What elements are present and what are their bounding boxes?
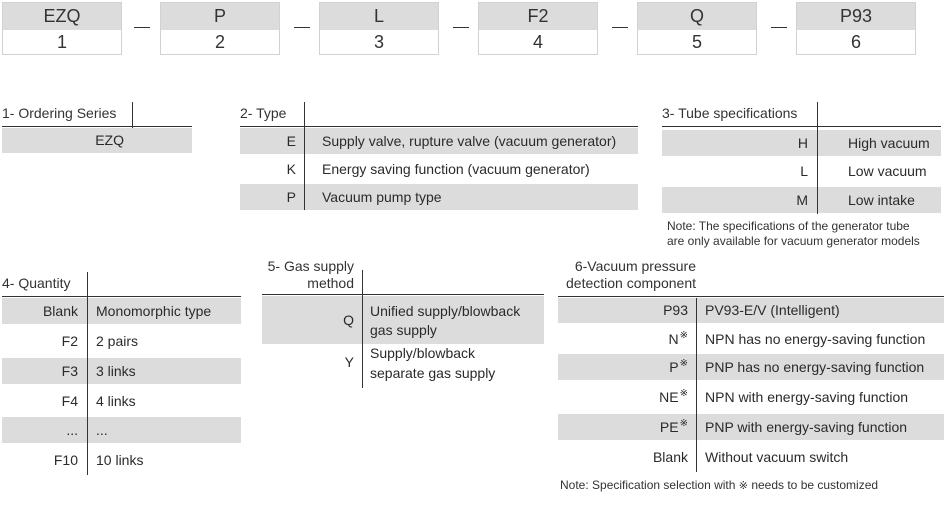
row-code: H: [797, 135, 808, 151]
table-title: detection component: [566, 275, 696, 291]
code-separator: [134, 27, 150, 28]
code-box-3: [319, 2, 439, 55]
code-box-1: [2, 2, 122, 55]
row-code: F10: [53, 452, 78, 468]
row-code: [558, 414, 688, 443]
row-desc: Energy saving function (vacuum generator): [322, 161, 590, 177]
custom-mark-icon: ※: [679, 418, 688, 429]
code-value: EZQ: [3, 3, 121, 30]
quantity-table: [2, 272, 241, 477]
header-rule: [558, 296, 944, 297]
code-value: F2: [479, 3, 597, 30]
column-divider: [304, 102, 305, 210]
row-desc: Without vacuum switch: [705, 449, 849, 465]
row-desc: ...: [96, 422, 108, 438]
row-code: E: [286, 133, 296, 149]
row-desc: PV93-E/V (Intelligent): [705, 302, 840, 318]
code-separator: [294, 27, 310, 28]
note-text: Note: Specification selection with: [560, 478, 739, 492]
header-rule: [662, 126, 941, 127]
row-code-text: PE: [659, 419, 679, 435]
custom-mark-icon: ※: [679, 330, 688, 341]
code-box-5: [637, 2, 757, 55]
code-position: 5: [691, 32, 702, 52]
table-row: [2, 358, 241, 384]
row-desc: Supply/blowback: [370, 345, 476, 361]
header-rule: [262, 294, 544, 295]
note-text: needs to be customized: [747, 478, 879, 492]
code-value: L: [320, 3, 438, 30]
code-value: P93: [797, 3, 915, 30]
row-code: ...: [66, 422, 78, 438]
table-row: [662, 130, 941, 156]
tube-note: Note: The specifications of the generator tube: [667, 219, 910, 233]
column-divider: [87, 272, 88, 475]
table-row: [558, 354, 944, 380]
gas-supply-table: [262, 256, 544, 391]
column-divider: [362, 270, 363, 388]
table-title: 5- Gas supply: [267, 258, 354, 274]
row-code: [558, 298, 688, 323]
row-code: EZQ: [95, 132, 124, 148]
row-code-text: N: [668, 331, 679, 347]
table-title: 6-Vacuum pressure: [574, 258, 696, 274]
table-row: [240, 128, 638, 154]
tube-spec-table: [662, 102, 941, 252]
code-separator: [453, 27, 469, 28]
table-title: 2- Type: [240, 105, 287, 121]
custom-mark-icon: ※: [679, 388, 688, 399]
row-code: F3: [61, 363, 78, 379]
row-desc: PNP with energy-saving function: [705, 419, 908, 435]
column-divider: [696, 298, 697, 472]
table-title: 3- Tube specifications: [662, 105, 798, 121]
table-title: 1- Ordering Series: [2, 105, 117, 121]
code-separator: [612, 27, 628, 28]
row-desc: gas supply: [370, 322, 437, 338]
row-desc: Supply valve, rupture valve (vacuum generator): [322, 133, 617, 149]
table-row: [2, 417, 241, 443]
row-desc: separate gas supply: [370, 365, 496, 381]
code-separator: [771, 27, 787, 28]
table-row: [558, 414, 944, 440]
table-row: [662, 158, 941, 184]
ordering-series-table: [2, 102, 192, 154]
row-desc: Unified supply/blowback: [370, 303, 521, 319]
type-table: [240, 102, 638, 212]
row-code: F4: [61, 393, 78, 409]
row-code-text: P: [669, 359, 679, 375]
row-code: Y: [344, 354, 354, 370]
row-code: F2: [61, 333, 78, 349]
row-code: L: [800, 163, 808, 179]
row-desc: 10 links: [96, 452, 144, 468]
row-desc: Low intake: [848, 192, 915, 208]
code-position: 1: [56, 32, 67, 52]
row-code-text: NE: [659, 389, 679, 405]
vacuum-note: [560, 478, 878, 492]
code-position: 6: [850, 32, 861, 52]
code-value: P: [161, 3, 279, 30]
row-code-text: P93: [663, 302, 688, 318]
column-divider: [817, 102, 818, 214]
table-row: [558, 298, 944, 323]
code-position: 3: [373, 32, 384, 52]
row-desc: High vacuum: [848, 135, 930, 151]
row-code: [558, 326, 688, 355]
header-rule: [2, 126, 192, 127]
row-code: P: [286, 189, 296, 205]
table-row: [2, 298, 241, 324]
table-row: [2, 328, 241, 354]
row-code: [558, 384, 688, 413]
custom-mark-icon: ※: [738, 480, 748, 492]
table-row: [558, 326, 944, 352]
code-position: 4: [532, 32, 543, 52]
custom-mark-icon: ※: [679, 358, 688, 369]
row-code-text: Blank: [652, 449, 688, 465]
code-box-2: [160, 2, 280, 55]
table-row: [240, 156, 638, 182]
row-desc: NPN has no energy-saving function: [705, 331, 926, 347]
row-desc: 2 pairs: [96, 333, 139, 349]
table-row: [558, 384, 944, 410]
table-row: [662, 187, 941, 213]
tube-note: are only available for vacuum generator models: [667, 234, 920, 248]
row-desc: 4 links: [96, 393, 136, 409]
table-row: [262, 296, 544, 344]
vacuum-detection-table: [558, 256, 944, 496]
code-box-4: [478, 2, 598, 55]
row-desc: 3 links: [96, 363, 136, 379]
table-row: [2, 128, 192, 153]
table-title: method: [307, 275, 354, 291]
table-row: [2, 388, 241, 414]
table-row: [262, 346, 544, 388]
header-rule: [240, 126, 638, 127]
table-row: [558, 444, 944, 470]
row-desc: PNP has no energy-saving function: [705, 359, 925, 375]
row-code: K: [286, 161, 296, 177]
row-desc: Vacuum pump type: [322, 189, 442, 205]
code-box-6: [796, 2, 916, 55]
table-row: [2, 447, 241, 473]
table-row: [240, 184, 638, 210]
row-code: Blank: [42, 303, 78, 319]
header-rule: [2, 296, 241, 297]
code-value: Q: [638, 3, 756, 30]
table-title: 4- Quantity: [2, 275, 71, 291]
row-code: [558, 444, 688, 470]
row-desc: Low vacuum: [848, 163, 927, 179]
row-desc: NPN with energy-saving function: [705, 389, 909, 405]
row-desc: Monomorphic type: [96, 303, 212, 319]
row-code: [558, 354, 688, 383]
row-code: M: [796, 192, 808, 208]
code-position: 2: [214, 32, 225, 52]
row-code: Q: [343, 312, 354, 328]
